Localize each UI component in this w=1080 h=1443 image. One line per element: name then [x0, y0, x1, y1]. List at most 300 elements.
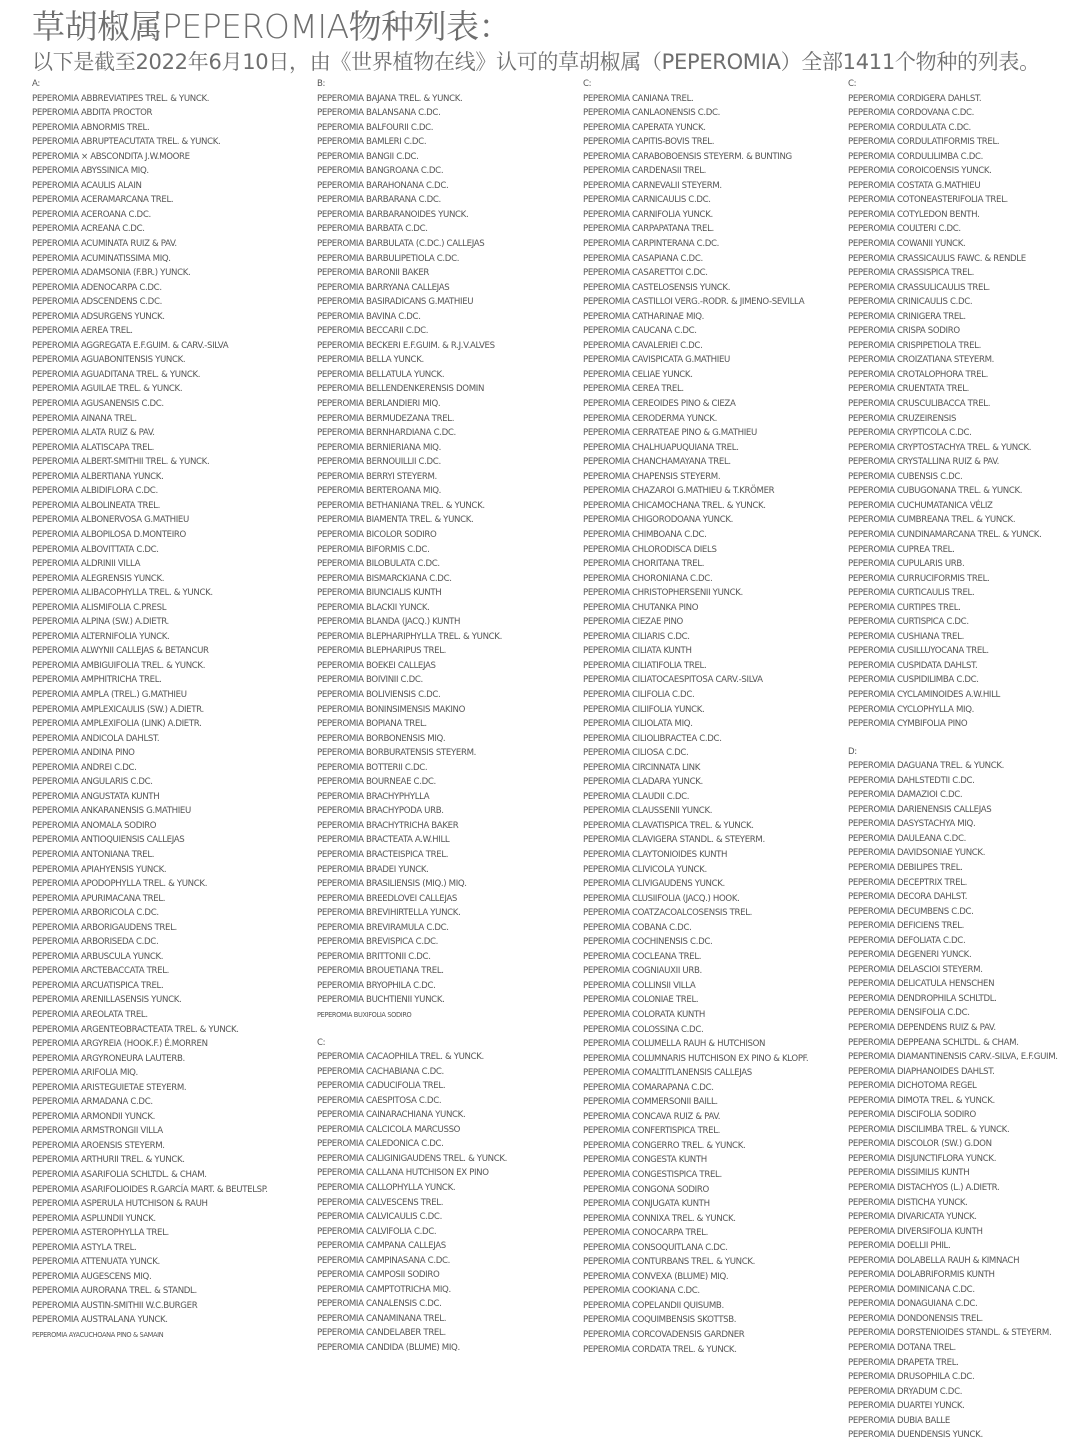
species-list-item: PEPEROMIA AGUADITANA TREL. & YUNCK. [32, 369, 201, 380]
section-letter-heading: B: [317, 79, 326, 89]
species-list-item: PEPEROMIA CLADARA YUNCK. [583, 777, 703, 788]
species-list-item: PEPEROMIA DORSTENIOIDES STANDL. & STEYERM. [848, 1328, 1052, 1339]
species-list-item: PEPEROMIA CALVESCENS TREL. [317, 1197, 444, 1208]
species-list-item: PEPEROMIA CHAPENSIS STEYERM. [583, 471, 721, 482]
species-list-item: PEPEROMIA × ABSCONDITA J.W.MOORE [32, 151, 190, 162]
species-list-item: PEPEROMIA CARNICAULIS C.DC. [583, 195, 711, 206]
species-list-item: PEPEROMIA ALBIDIFLORA C.DC. [32, 486, 158, 497]
species-list-item: PEPEROMIA ACREANA C.DC. [32, 224, 145, 235]
species-list-item: PEPEROMIA BRACHYPHYLLA [317, 791, 430, 802]
species-list-item: PEPEROMIA ADSCENDENS C.DC. [32, 297, 162, 308]
species-list-item: PEPEROMIA CHALHUAPUQUIANA TREL. [583, 442, 739, 453]
species-list-item: PEPEROMIA CONFERTISPICA TREL. [583, 1126, 721, 1137]
species-list-item: PEPEROMIA BELLA YUNCK. [317, 355, 424, 366]
species-list-item: PEPEROMIA DAHLSTEDTII C.DC. [848, 775, 975, 786]
species-list-item: PEPEROMIA BREVIRAMULA C.DC. [317, 922, 449, 933]
species-list-item: PEPEROMIA CLAYTONIOIDES KUNTH [583, 849, 728, 860]
species-list-item: PEPEROMIA BELLENDENKERENSIS DOMIN [317, 384, 485, 395]
species-list-item: PEPEROMIA DISCIFOLIA SODIRO [848, 1110, 976, 1121]
species-list-item: PEPEROMIA CAINARACHIANA YUNCK. [317, 1110, 466, 1121]
species-list-item: PEPEROMIA BELLATULA YUNCK. [317, 369, 445, 380]
species-list-item: PEPEROMIA BRACHYPODA URB. [317, 806, 444, 817]
species-list-item: PEPEROMIA CILIIFOLIA YUNCK. [583, 704, 705, 715]
species-list-item: PEPEROMIA DAGUANA TREL. & YUNCK. [848, 761, 1005, 772]
species-list-item: PEPEROMIA DICHOTOMA REGEL [848, 1081, 977, 1092]
species-list-item: PEPEROMIA BARBARANOIDES YUNCK. [317, 209, 469, 220]
species-list-item: PEPEROMIA BECKERI E.F.GUIM. & R.J.V.ALVES [317, 340, 495, 351]
species-list-item: PEPEROMIA CEREA TREL. [583, 384, 684, 395]
species-list-item: PEPEROMIA COMARAPANA C.DC. [583, 1082, 714, 1093]
species-list-item: PEPEROMIA ADAMSONIA (F.BR.) YUNCK. [32, 268, 191, 279]
species-list-item: PEPEROMIA CIEZAE PINO [583, 617, 683, 628]
species-list-item: PEPEROMIA BOIVINII C.DC. [317, 675, 423, 686]
species-list-item: PEPEROMIA CATHARINAE MIQ. [583, 311, 704, 322]
species-list-item: PEPEROMIA CALLOPHYLLA YUNCK. [317, 1183, 456, 1194]
species-list-item: PEPEROMIA BOPIANA TREL. [317, 719, 427, 730]
species-list-item: PEPEROMIA DOMINICANA C.DC. [848, 1284, 975, 1295]
species-list-item: PEPEROMIA CAMPTOTRICHA MIQ. [317, 1284, 451, 1295]
species-list-item: PEPEROMIA DIVARICATA YUNCK. [848, 1212, 977, 1223]
species-list-item: PEPEROMIA COCHINENSIS C.DC. [583, 937, 713, 948]
species-list-item: PEPEROMIA CURTIPES TREL. [848, 602, 961, 613]
species-list-item: PEPEROMIA ANDINA PINO [32, 748, 135, 759]
species-list-item: PEPEROMIA BANGII C.DC. [317, 151, 419, 162]
species-list-item: PEPEROMIA ALBERT-SMITHII TREL. & YUNCK. [32, 457, 210, 468]
species-list-item: PEPEROMIA CUSPIDATA DAHLST. [848, 660, 978, 671]
species-list-item: PEPEROMIA BLACKII YUNCK. [317, 602, 430, 613]
species-list-item: PEPEROMIA CANIANA TREL. [583, 93, 694, 104]
species-list-item: PEPEROMIA AYACUCHOANA PINO & SAMAIN [32, 1331, 164, 1340]
species-list-item: PEPEROMIA CERRATEAE PINO & G.MATHIEU [583, 428, 757, 439]
species-list-item: PEPEROMIA CUMBREANA TREL. & YUNCK. [848, 515, 1016, 526]
species-list-item: PEPEROMIA BAMLERI C.DC. [317, 137, 427, 148]
species-list-item: PEPEROMIA CUSHIANA TREL. [848, 631, 964, 642]
species-list-item: PEPEROMIA APURIMACANA TREL. [32, 893, 166, 904]
species-list-item: PEPEROMIA CADUCIFOLIA TREL. [317, 1081, 446, 1092]
species-column-3 [583, 77, 808, 1357]
species-list-item: PEPEROMIA DECUMBENS C.DC. [848, 906, 974, 917]
species-list-item: PEPEROMIA CURRUCIFORMIS TREL. [848, 573, 990, 584]
species-list-item: PEPEROMIA BRITTONII C.DC. [317, 951, 431, 962]
species-list-item: PEPEROMIA CALVIFOLIA C.DC. [317, 1226, 437, 1237]
species-list-item: PEPEROMIA BICOLOR SODIRO [317, 529, 437, 540]
species-list-item: PEPEROMIA CAUCANA C.DC. [583, 326, 697, 337]
species-list-item: PEPEROMIA ANGUSTATA KUNTH [32, 791, 160, 802]
species-list-item: PEPEROMIA CLAVIGERA STANDL. & STEYERM. [583, 835, 765, 846]
species-list-item: PEPEROMIA CAVISPICATA G.MATHIEU [583, 355, 730, 366]
species-list-item: PEPEROMIA BLEPHARIPHYLLA TREL. & YUNCK. [317, 631, 502, 642]
species-list-item: PEPEROMIA ARBORIGAUDENS TREL. [32, 922, 177, 933]
species-list-item: PEPEROMIA BLEPHARIPUS TREL. [317, 646, 447, 657]
species-list-item: PEPEROMIA ALPINA (SW.) A.DIETR. [32, 617, 169, 628]
species-list-item: PEPEROMIA CHORITANA TREL. [583, 559, 705, 570]
species-list-item: PEPEROMIA ASARIFOLIA SCHLTDL. & CHAM. [32, 1170, 207, 1181]
species-list-item: PEPEROMIA CRUENTATA TREL. [848, 384, 970, 395]
species-list-item: PEPEROMIA CUBUGONANA TREL. & YUNCK. [848, 486, 1023, 497]
species-list-item: PEPEROMIA AGGREGATA E.F.GUIM. & CARV.-SILVA [32, 340, 229, 351]
species-list-item: PEPEROMIA DEBILIPES TREL. [848, 862, 963, 873]
species-list-item: PEPEROMIA CONJUGATA KUNTH [583, 1199, 710, 1210]
species-list-item: PEPEROMIA DELICATULA HENSCHEN [848, 979, 995, 990]
species-list-item: PEPEROMIA ATTENUATA YUNCK. [32, 1257, 160, 1268]
species-list-item: PEPEROMIA CILIOLATA MIQ. [583, 719, 693, 730]
species-list-item: PEPEROMIA CUBENSIS C.DC. [848, 471, 963, 482]
species-list-item: PEPEROMIA ALBONERVOSA G.MATHIEU [32, 515, 189, 526]
species-list-item: PEPEROMIA ASTEROPHYLLA TREL. [32, 1228, 169, 1239]
species-list-item: PEPEROMIA DEPENDENS RUIZ & PAV. [848, 1023, 996, 1033]
species-list-item: PEPEROMIA DARIENENSIS CALLEJAS [848, 804, 992, 815]
species-list-item: PEPEROMIA DENSIFOLIA C.DC. [848, 1008, 970, 1019]
species-list-item: PEPEROMIA ALATISCAPA TREL. [32, 442, 155, 453]
species-list-item: PEPEROMIA DIMOTA TREL. & YUNCK. [848, 1095, 995, 1106]
species-list-item: PEPEROMIA BALFOURII C.DC. [317, 122, 434, 133]
species-list-item: PEPEROMIA BROUETIANA TREL. [317, 966, 444, 977]
species-list-item: PEPEROMIA CYMBIFOLIA PINO [848, 719, 968, 730]
species-list-item: PEPEROMIA COGNIAUXII URB. [583, 966, 702, 977]
species-list-item: PEPEROMIA BORBURATENSIS STEYERM. [317, 748, 477, 759]
section-letter-heading: C: [583, 79, 592, 89]
species-list-item: PEPEROMIA DOLABRIFORMIS KUNTH [848, 1270, 995, 1281]
species-list-item: PEPEROMIA CARDENASII TREL. [583, 166, 707, 177]
species-list-item: PEPEROMIA AGUSANENSIS C.DC. [32, 399, 164, 410]
species-list-item: PEPEROMIA ALATA RUIZ & PAV. [32, 428, 155, 439]
species-list-item: PEPEROMIA AGUILAE TREL. & YUNCK. [32, 384, 183, 395]
species-list-item: PEPEROMIA CHLORODISCA DIELS [583, 544, 717, 555]
species-list-item: PEPEROMIA DISCILIMBA TREL. & YUNCK. [848, 1124, 1010, 1135]
species-list-item: PEPEROMIA CRYSTALLINA RUIZ & PAV. [848, 457, 1000, 468]
species-list-item: PEPEROMIA DEPPEANA SCHLTDL. & CHAM. [848, 1037, 1019, 1048]
species-list-item: PEPEROMIA BIUNCIALIS KUNTH [317, 588, 442, 599]
species-list-item: PEPEROMIA CARABOBOENSIS STEYERM. & BUNTING [583, 151, 792, 162]
species-list-item: PEPEROMIA COLONIAE TREL. [583, 995, 699, 1006]
species-list-item: PEPEROMIA CONGESTISPICA TREL. [583, 1170, 722, 1181]
section-gap [848, 732, 1058, 745]
species-list-item: PEPEROMIA BRASILIENSIS (MIQ.) MIQ. [317, 879, 467, 890]
species-list-item: PEPEROMIA BAVINA C.DC. [317, 311, 421, 322]
species-list-item: PEPEROMIA APIAHYENSIS YUNCK. [32, 864, 167, 875]
species-list-item: PEPEROMIA CARPINTERANA C.DC. [583, 239, 720, 250]
species-list-item: PEPEROMIA COROICOENSIS YUNCK. [848, 166, 992, 177]
species-list-item: PEPEROMIA CRUSCULIBACCA TREL. [848, 399, 991, 410]
species-list-item: PEPEROMIA CORCOVADENSIS GARDNER [583, 1330, 745, 1341]
species-list-item: PEPEROMIA BRYOPHILA C.DC. [317, 980, 436, 991]
species-list-item: PEPEROMIA DECEPTRIX TREL. [848, 877, 967, 888]
species-list-item: PEPEROMIA BUCHTIENII YUNCK. [317, 995, 445, 1006]
species-list-item: PEPEROMIA CHRISTOPHERSENII YUNCK. [583, 588, 743, 599]
species-list-item: PEPEROMIA CUSPIDILIMBA C.DC. [848, 675, 979, 686]
species-list-item: PEPEROMIA CRASSICAULIS FAWC. & RENDLE [848, 253, 1026, 264]
species-list-item: PEPEROMIA BARBARANA C.DC. [317, 195, 441, 206]
species-list-item: PEPEROMIA CANALENSIS C.DC. [317, 1299, 442, 1310]
species-list-item: PEPEROMIA CRISPA SODIRO [848, 326, 960, 337]
species-list-item: PEPEROMIA BRADEI YUNCK. [317, 864, 429, 875]
species-list-item: PEPEROMIA DRYADUM C.DC. [848, 1386, 963, 1397]
species-list-item: PEPEROMIA ASARIFOLIOIDES R.GARCÍA MART. & BEUTELSP. [32, 1184, 268, 1195]
species-list-item: PEPEROMIA CLAVATISPICA TREL. & YUNCK. [583, 820, 754, 831]
species-list-item: PEPEROMIA DRAPETA TREL. [848, 1357, 959, 1368]
species-list-item: PEPEROMIA ACUMINATA RUIZ & PAV. [32, 239, 177, 250]
species-list-item: PEPEROMIA COSTATA G.MATHIEU [848, 180, 981, 191]
species-list-item: PEPEROMIA DISTACHYOS (L.) A.DIETR. [848, 1183, 1000, 1194]
species-list-item: PEPEROMIA ARCTEBACCATA TREL. [32, 966, 170, 977]
species-list-item: PEPEROMIA CRYPTOSTACHYA TREL. & YUNCK. [848, 442, 1032, 453]
species-list-item: PEPEROMIA CERODERMA YUNCK. [583, 413, 717, 424]
species-list-item: PEPEROMIA CRUZEIRENSIS [848, 413, 957, 424]
species-list-item: PEPEROMIA ACEROANA C.DC. [32, 209, 151, 220]
species-list-item: PEPEROMIA DIAPHANOIDES DAHLST. [848, 1066, 995, 1077]
species-list-item: PEPEROMIA CANLAONENSIS C.DC. [583, 108, 721, 119]
species-list-item: PEPEROMIA DISJUNCTIFLORA YUNCK. [848, 1153, 997, 1164]
species-list-item: PEPEROMIA BERNHARDIANA C.DC. [317, 428, 456, 439]
species-list-item: PEPEROMIA DEFICIENS TREL. [848, 921, 965, 932]
species-list-item: PEPEROMIA ARBORICOLA C.DC. [32, 908, 159, 919]
species-list-item: PEPEROMIA CANDELABER TREL. [317, 1328, 446, 1339]
species-list-item: PEPEROMIA BARAHONANA C.DC. [317, 180, 449, 191]
species-list-item: PEPEROMIA CROIZATIANA STEYERM. [848, 355, 995, 366]
species-list-item: PEPEROMIA CIRCINNATA LINK [583, 762, 701, 773]
species-list-item: PEPEROMIA ALBOPILOSA D.MONTEIRO [32, 529, 186, 540]
species-list-item: PEPEROMIA CHIGORODOANA YUNCK. [583, 515, 734, 526]
species-list-item: PEPEROMIA COMMERSONII BAILL. [583, 1097, 718, 1108]
species-list-item: PEPEROMIA DISCOLOR (SW.) G.DON [848, 1139, 992, 1150]
species-list-item: PEPEROMIA CHUTANKA PINO [583, 602, 699, 613]
species-list-item: PEPEROMIA COOKIANA C.DC. [583, 1286, 700, 1297]
species-list-item: PEPEROMIA CHORONIANA C.DC. [583, 573, 713, 584]
species-list-item: PEPEROMIA ANTONIANA TREL. [32, 849, 155, 860]
species-list-item: PEPEROMIA CAPITIS-BOVIS TREL. [583, 137, 715, 148]
species-list-item: PEPEROMIA CONGESTA KUNTH [583, 1155, 707, 1166]
species-list-item: PEPEROMIA CEREOIDES PINO & CIEZA [583, 399, 736, 410]
species-list-item: PEPEROMIA ARISTEGUIETAE STEYERM. [32, 1082, 187, 1093]
species-list-item: PEPEROMIA ABYSSINICA MIQ. [32, 166, 149, 177]
species-list-item: PEPEROMIA ANDREI C.DC. [32, 762, 137, 773]
species-list-item: PEPEROMIA CASAPIANA C.DC. [583, 253, 703, 264]
species-list-item: PEPEROMIA CLAUSSENII YUNCK. [583, 806, 713, 817]
species-list-item: PEPEROMIA ACAULIS ALAIN [32, 180, 142, 191]
species-list-item: PEPEROMIA DONDONENSIS TREL. [848, 1313, 983, 1324]
species-list-item: PEPEROMIA BERNIERIANA MIQ. [317, 442, 441, 453]
species-list-item: PEPEROMIA COPELANDII QUISUMB. [583, 1300, 724, 1311]
species-list-item: PEPEROMIA ARCUATISPICA TREL. [32, 980, 164, 991]
species-list-item: PEPEROMIA DISTICHA YUNCK. [848, 1197, 968, 1208]
species-list-item: PEPEROMIA CILIOSA C.DC. [583, 748, 689, 759]
species-list-item: PEPEROMIA DISSIMILIS KUNTH [848, 1168, 970, 1179]
species-list-item: PEPEROMIA AMPHITRICHA TREL. [32, 675, 162, 686]
species-list-item: PEPEROMIA CARNEVALII STEYERM. [583, 180, 722, 191]
species-list-item: PEPEROMIA CAESPITOSA C.DC. [317, 1095, 442, 1106]
section-letter-heading: A: [32, 79, 40, 89]
species-list-item: PEPEROMIA ALISMIFOLIA C.PRESL [32, 602, 167, 613]
species-list-item: PEPEROMIA AGUABONITENSIS YUNCK. [32, 355, 186, 366]
species-list-item: PEPEROMIA CILIATOCAESPITOSA CARV.-SILVA [583, 675, 763, 686]
species-list-item: PEPEROMIA BOURNEAE C.DC. [317, 777, 436, 788]
species-list-item: PEPEROMIA BARBATA C.DC. [317, 224, 428, 235]
species-list-item: PEPEROMIA CUSILLUYOCANA TREL. [848, 646, 989, 657]
species-list-item: PEPEROMIA ALEGRENSIS YUNCK. [32, 573, 165, 584]
species-list-item: PEPEROMIA BREEDLOVEI CALLEJAS [317, 893, 457, 904]
species-list-item: PEPEROMIA AUSTRALANA YUNCK. [32, 1315, 168, 1326]
species-list-item: PEPEROMIA CONGERRO TREL. & YUNCK. [583, 1140, 746, 1151]
species-list-item: PEPEROMIA DECORA DAHLST. [848, 892, 968, 903]
species-list-item: PEPEROMIA BERMUDEZANA TREL. [317, 413, 455, 424]
species-list-item: PEPEROMIA CUPULARIS URB. [848, 559, 965, 570]
species-list-item: PEPEROMIA CORDATA TREL. & YUNCK. [583, 1344, 737, 1355]
species-list-item: PEPEROMIA CURTISPICA C.DC. [848, 617, 969, 628]
section-letter-heading: C: [848, 79, 857, 89]
species-list-item: PEPEROMIA COATZACOALCOSENSIS TREL. [583, 908, 753, 919]
species-list-item: PEPEROMIA APODOPHYLLA TREL. & YUNCK. [32, 879, 208, 890]
species-list-item: PEPEROMIA ARIFOLIA MIQ. [32, 1068, 138, 1079]
species-list-item: PEPEROMIA BRACHYTRICHA BAKER [317, 820, 459, 831]
species-list-item: PEPEROMIA CAMPOSII SODIRO [317, 1270, 440, 1281]
species-list-item: PEPEROMIA CRINIGERA TREL. [848, 311, 966, 322]
species-list-item: PEPEROMIA CARNIFOLIA YUNCK. [583, 209, 713, 220]
species-list-item: PEPEROMIA CALEDONICA C.DC. [317, 1139, 444, 1150]
species-list-item: PEPEROMIA CAMPANA CALLEJAS [317, 1241, 446, 1252]
species-list-item: PEPEROMIA ARGYREIA (HOOK.F.) É.MORREN [32, 1039, 208, 1050]
species-list-item: PEPEROMIA CRASSULICAULIS TREL. [848, 282, 990, 293]
species-list-item: PEPEROMIA CASTILLOI VERG.-RODR. & JIMENO-SEVILLA [583, 297, 805, 308]
species-list-item: PEPEROMIA BORBONENSIS MIQ. [317, 733, 446, 744]
species-list-item: PEPEROMIA ALTERNIFOLIA YUNCK. [32, 631, 170, 642]
species-list-item: PEPEROMIA COLLINSII VILLA [583, 980, 696, 991]
species-list-item: PEPEROMIA CONGONA SODIRO [583, 1184, 709, 1195]
species-list-item: PEPEROMIA CASTELOSENSIS YUNCK. [583, 282, 731, 293]
species-list-item: PEPEROMIA BRACTEISPICA TREL. [317, 849, 449, 860]
species-list-item: PEPEROMIA CROTALOPHORA TREL. [848, 369, 988, 380]
species-list-item: PEPEROMIA CACHABIANA C.DC. [317, 1066, 444, 1077]
species-column-4 [848, 77, 1058, 1443]
species-list-item: PEPEROMIA ARGENTEOBRACTEATA TREL. & YUNCK. [32, 1024, 239, 1035]
species-list-item: PEPEROMIA DOELLII PHIL. [848, 1241, 951, 1252]
species-column-2 [317, 77, 507, 1356]
species-list-item: PEPEROMIA DASYSTACHYA MIQ. [848, 819, 976, 830]
species-list-item: PEPEROMIA CILIATA KUNTH [583, 646, 692, 657]
species-list-item: PEPEROMIA AROENSIS STEYERM. [32, 1140, 165, 1151]
species-list-item: PEPEROMIA ALBOLINEATA TREL. [32, 500, 160, 511]
species-list-item: PEPEROMIA DIVERSIFOLIA KUNTH [848, 1226, 983, 1237]
species-list-item: PEPEROMIA DAVIDSONIAE YUNCK. [848, 848, 986, 859]
species-list-item: PEPEROMIA CORDOVANA C.DC. [848, 108, 975, 119]
species-list-item: PEPEROMIA COULTERI C.DC. [848, 224, 961, 235]
species-list-item: PEPEROMIA ABNORMIS TREL. [32, 122, 150, 133]
species-list-item: PEPEROMIA ARGYRONEURA LAUTERB. [32, 1053, 185, 1064]
species-list-item: PEPEROMIA BARBULIPETIOLA C.DC. [317, 253, 460, 264]
species-list-item: PEPEROMIA ANOMALA SODIRO [32, 820, 157, 831]
species-list-item: PEPEROMIA ASPERULA HUTCHISON & RAUH [32, 1199, 208, 1210]
species-list-item: PEPEROMIA BISMARCKIANA C.DC. [317, 573, 452, 584]
species-list-item: PEPEROMIA AMPLEXICAULIS (SW.) A.DIETR. [32, 704, 204, 715]
species-list-item: PEPEROMIA BRACTEATA A.W.HILL [317, 835, 450, 846]
species-list-item: PEPEROMIA BREVIHIRTELLA YUNCK. [317, 908, 461, 919]
species-list-item: PEPEROMIA CLIVIGAUDENS YUNCK. [583, 879, 725, 890]
species-list-item: PEPEROMIA COLORATA KUNTH [583, 1010, 705, 1020]
species-list-item: PEPEROMIA DAULEANA C.DC. [848, 833, 966, 844]
species-list-item: PEPEROMIA BIAMENTA TREL. & YUNCK. [317, 515, 474, 526]
species-list-item: PEPEROMIA ABBREVIATIPES TREL. & YUNCK. [32, 93, 210, 104]
species-list-item: PEPEROMIA BANGROANA C.DC. [317, 166, 444, 177]
species-list-item: PEPEROMIA COMALTITLANENSIS CALLEJAS [583, 1068, 752, 1079]
species-list-item: PEPEROMIA COBANA C.DC. [583, 922, 692, 933]
species-list-item: PEPEROMIA ADENOCARPA C.DC. [32, 282, 162, 293]
species-list-item: PEPEROMIA BONINSIMENSIS MAKINO [317, 704, 466, 715]
species-list-item: PEPEROMIA ARTHURII TREL. & YUNCK. [32, 1155, 185, 1166]
species-list-item: PEPEROMIA CYCLAMINOIDES A.W.HILL [848, 689, 1000, 700]
species-list-item: PEPEROMIA CALCICOLA MARCUSSO [317, 1124, 461, 1135]
species-list-item: PEPEROMIA CYCLOPHYLLA MIQ. [848, 704, 975, 715]
species-list-item: PEPEROMIA AEREA TREL. [32, 326, 133, 337]
species-list-item: PEPEROMIA BILOBULATA C.DC. [317, 559, 440, 570]
species-list-item: PEPEROMIA DELASCIOI STEYERM. [848, 964, 983, 975]
species-list-item: PEPEROMIA BIFORMIS C.DC. [317, 544, 430, 555]
species-list-item: PEPEROMIA ALDRINII VILLA [32, 559, 141, 570]
species-list-item: PEPEROMIA DOTANA TREL. [848, 1343, 956, 1354]
species-list-item: PEPEROMIA CONSOQUITLANA C.DC. [583, 1242, 728, 1253]
species-list-item: PEPEROMIA BARBULATA (C.DC.) CALLEJAS [317, 239, 485, 250]
species-list-item: PEPEROMIA CHICAMOCHANA TREL. & YUNCK. [583, 500, 766, 511]
species-list-item: PEPEROMIA AINANA TREL. [32, 413, 137, 424]
species-list-item: PEPEROMIA ANDICOLA DAHLST. [32, 733, 160, 744]
species-list-item: PEPEROMIA CORDIGERA DAHLST. [848, 93, 982, 104]
species-list-item: PEPEROMIA ASPLUNDII YUNCK. [32, 1213, 156, 1224]
species-list-item: PEPEROMIA CURTICAULIS TREL. [848, 588, 975, 599]
species-list-item: PEPEROMIA DUARTEI YUNCK. [848, 1401, 965, 1412]
species-list-item: PEPEROMIA BOLIVIENSIS C.DC. [317, 689, 441, 700]
species-list-item: PEPEROMIA CALVICAULIS C.DC. [317, 1212, 442, 1223]
species-list-item: PEPEROMIA CILIATIFOLIA TREL. [583, 660, 707, 671]
species-list-item: PEPEROMIA CANDIDA (BLUME) MIQ. [317, 1343, 460, 1354]
species-list-item: PEPEROMIA BERLANDIERI MIQ. [317, 399, 441, 410]
species-list-item: PEPEROMIA ARENILLASENSIS YUNCK. [32, 995, 182, 1006]
species-list-item: PEPEROMIA DAMAZIOI C.DC. [848, 790, 963, 801]
species-list-item: PEPEROMIA CAPERATA YUNCK. [583, 122, 706, 133]
species-list-item: PEPEROMIA CUPREA TREL. [848, 544, 955, 555]
species-list-item: PEPEROMIA ANKARANENSIS G.MATHIEU [32, 806, 191, 817]
section-letter-heading: D: [848, 746, 857, 757]
species-list-item: PEPEROMIA BOEKEI CALLEJAS [317, 660, 436, 671]
species-list-item: PEPEROMIA DUBIA BALLE [848, 1415, 950, 1426]
species-list-item: PEPEROMIA CILIOLIBRACTEA C.DC. [583, 733, 722, 744]
section-letter-heading: C: [317, 1037, 326, 1048]
species-list-item: PEPEROMIA DIAMANTINENSIS CARV.-SILVA, E.F.GUIM. [848, 1052, 1058, 1063]
species-list-item: PEPEROMIA COCLEANA TREL. [583, 951, 702, 962]
species-list-item: PEPEROMIA CONCAVA RUIZ & PAV. [583, 1111, 721, 1122]
species-list-item: PEPEROMIA CLIVICOLA YUNCK. [583, 864, 707, 875]
species-list-item: PEPEROMIA ABRUPTEACUTATA TREL. & YUNCK. [32, 137, 221, 148]
species-list-item: PEPEROMIA AUGESCENS MIQ. [32, 1271, 152, 1282]
species-list-item: PEPEROMIA BARRYANA CALLEJAS [317, 282, 450, 293]
species-list-item: PEPEROMIA ALBERTIANA YUNCK. [32, 471, 164, 482]
species-list-item: PEPEROMIA DUENDENSIS YUNCK. [848, 1430, 983, 1441]
species-list-item: PEPEROMIA CALLANA HUTCHISON EX PINO [317, 1168, 489, 1179]
species-list-item: PEPEROMIA ALIBACOPHYLLA TREL. & YUNCK. [32, 588, 213, 599]
species-list-item: PEPEROMIA BOTTERII C.DC. [317, 762, 428, 773]
species-list-item: PEPEROMIA BARONII BAKER [317, 268, 430, 279]
species-list-item: PEPEROMIA DOLABELLA RAUH & KIMNACH [848, 1255, 1020, 1266]
species-list-item: PEPEROMIA BALANSANA C.DC. [317, 108, 441, 119]
species-list-item: PEPEROMIA COLUMNARIS HUTCHISON EX PINO & KLOPF. [583, 1053, 809, 1064]
species-list-item: PEPEROMIA ARBORISEDA C.DC. [32, 937, 159, 948]
species-list-item: PEPEROMIA CORDULATA C.DC. [848, 122, 971, 133]
species-list-item: PEPEROMIA CRISPIPETIOLA TREL. [848, 340, 981, 351]
species-list-item: PEPEROMIA DRUSOPHILA C.DC. [848, 1372, 975, 1383]
species-list-item: PEPEROMIA ALBOVITTATA C.DC. [32, 544, 159, 555]
species-list-item: PEPEROMIA DENDROPHILA SCHLTDL. [848, 993, 997, 1004]
species-list-item: PEPEROMIA ARBUSCULA YUNCK. [32, 951, 164, 962]
species-list-item: PEPEROMIA AMBIGUIFOLIA TREL. & YUNCK. [32, 660, 206, 671]
species-list-item: PEPEROMIA ALWYNII CALLEJAS & BETANCUR [32, 646, 209, 657]
species-list-item: PEPEROMIA ACUMINATISSIMA MIQ. [32, 253, 171, 264]
